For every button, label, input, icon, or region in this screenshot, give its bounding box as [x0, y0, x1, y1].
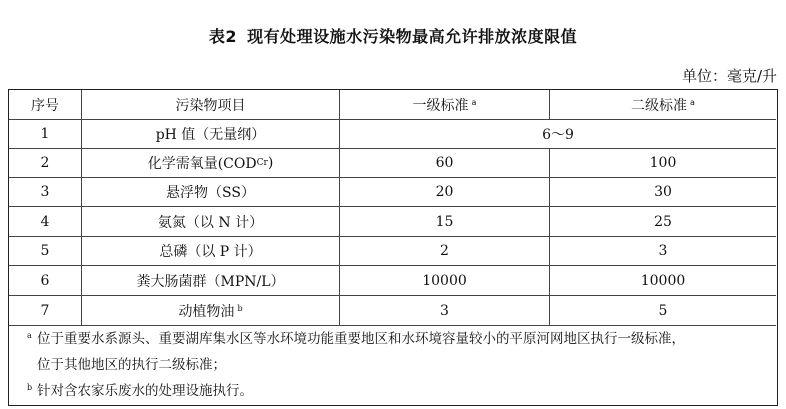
row-item-text: 化学需氧量(COD: [147, 156, 257, 172]
row-grade1: 3: [340, 296, 550, 325]
row-item: 总磷（以 P 计）: [82, 237, 340, 265]
header-grade2-mark: a: [690, 98, 695, 107]
table-row: [9, 149, 776, 178]
row-item: [82, 149, 340, 177]
table-title-text: 现有处理设施水污染物最高允许排放浓度限值: [247, 27, 578, 46]
header-grade1: [340, 90, 550, 119]
row-seq: 2: [9, 149, 82, 177]
footnote-a-mark: a: [27, 331, 32, 340]
table-row: [9, 120, 776, 149]
row-item-text: 动植物油: [178, 303, 235, 320]
row-grade2: 3: [658, 243, 668, 259]
emission-limits-table: [8, 89, 778, 406]
row-seq: 7: [9, 296, 82, 325]
row-item: [82, 296, 340, 325]
row-seq: 1: [9, 120, 82, 148]
row-grade1: 20: [340, 178, 550, 206]
table-title: [0, 24, 786, 47]
row-item: 氨氮（以 N 计）: [82, 207, 340, 236]
row-grade1: 2: [340, 237, 550, 265]
row-grade2: 5: [658, 302, 668, 319]
row-seq: 6: [9, 266, 82, 295]
row-grade1: 60: [340, 149, 550, 177]
row-seq: 5: [9, 237, 82, 265]
row-merged-value: 6～9: [542, 127, 574, 143]
header-grade1-label: 一级标准: [412, 97, 469, 114]
footnote-a-line2: 位于其他地区的执行二级标准；: [37, 357, 226, 373]
header-grade2-label: 二级标准: [631, 97, 688, 114]
row-item: 粪大肠菌群（MPN/L）: [82, 266, 340, 295]
footnote-b-line: 针对含农家乐废水的处理设施执行。: [37, 383, 253, 399]
row-grade2: 25: [654, 213, 672, 230]
row-item-close: ): [267, 155, 274, 171]
header-item: 污染物项目: [82, 90, 340, 119]
row-grade2: 10000: [640, 272, 686, 289]
row-item-subscript: Cr: [256, 158, 268, 168]
footnote-b-mark: b: [27, 383, 33, 392]
unit-label: 单位：毫克/升: [681, 67, 777, 85]
footnote-a-line1: 位于重要水系源头、重要湖库集水区等水环境功能重要地区和水环境容量较小的平原河网地区执行一级标准，: [37, 331, 685, 347]
table-number: 表2: [208, 27, 238, 46]
row-grade2: 30: [654, 184, 672, 200]
row-seq: 3: [9, 178, 82, 206]
row-grade1: 10000: [340, 266, 550, 295]
row-item-mark: b: [237, 304, 243, 313]
header-grade1-mark: a: [471, 98, 477, 107]
footnote-a-continued: [37, 352, 776, 378]
table-row: [9, 178, 776, 207]
row-seq: 4: [9, 207, 82, 236]
row-item: pH 值（无量纲）: [82, 120, 340, 148]
table-row: [9, 237, 776, 266]
table-row: [9, 266, 776, 296]
footnote-a: [27, 326, 776, 352]
row-item: 悬浮物（SS）: [82, 178, 340, 206]
header-grade2: [550, 90, 776, 119]
table-row: [9, 296, 776, 326]
header-seq: 序号: [9, 90, 82, 119]
table-row: [9, 207, 776, 237]
row-grade2: 100: [649, 155, 677, 171]
row-grade1: 15: [340, 207, 550, 236]
table-footnotes: [9, 326, 776, 404]
footnote-b: [27, 378, 776, 404]
table-header-row: [9, 90, 776, 120]
